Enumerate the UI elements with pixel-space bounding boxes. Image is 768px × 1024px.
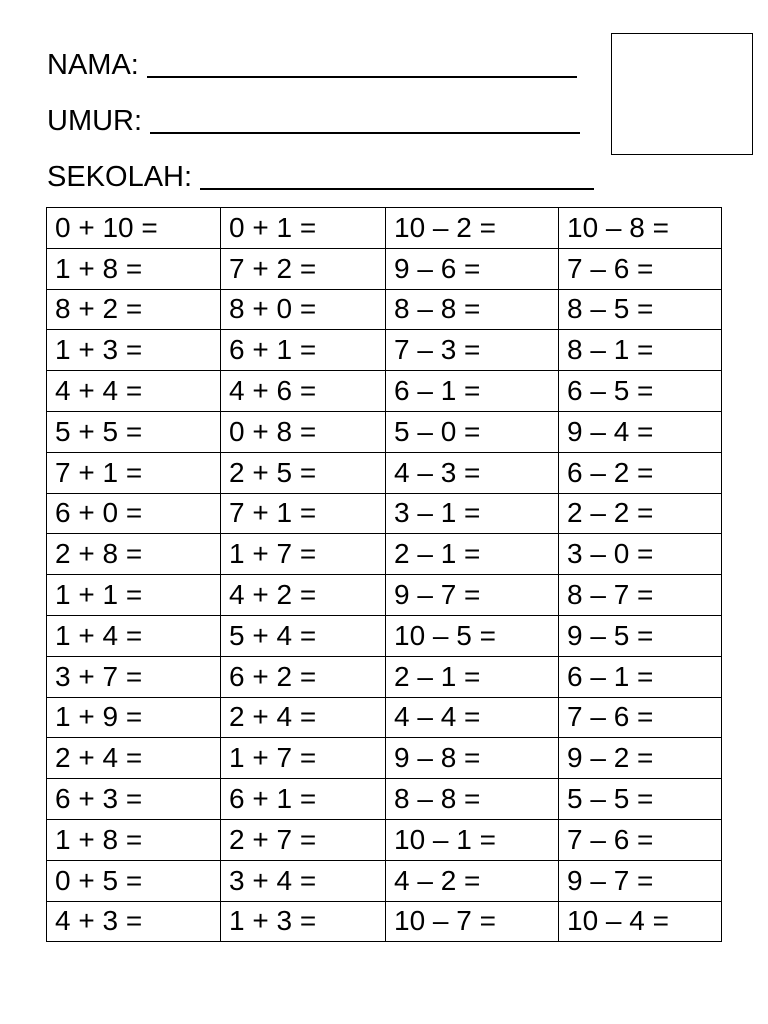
name-blank-line[interactable] (147, 48, 577, 78)
problem-cell[interactable]: 6 – 1 = (559, 656, 722, 697)
problem-cell[interactable]: 10 – 2 = (386, 208, 559, 249)
school-field[interactable] (47, 160, 594, 194)
problem-cell[interactable]: 6 + 0 = (47, 493, 221, 534)
problem-cell[interactable]: 10 – 4 = (559, 901, 722, 942)
worksheet-row (47, 779, 722, 820)
problem-cell[interactable]: 8 – 5 = (559, 289, 722, 330)
worksheet-row (47, 697, 722, 738)
problem-cell[interactable]: 4 + 2 = (221, 575, 386, 616)
problem-cell[interactable]: 6 + 3 = (47, 779, 221, 820)
problem-cell[interactable]: 10 – 1 = (386, 819, 559, 860)
problem-cell[interactable]: 8 – 8 = (386, 779, 559, 820)
problem-cell[interactable]: 9 – 5 = (559, 615, 722, 656)
math-worksheet-table (46, 207, 722, 942)
problem-cell[interactable]: 9 – 4 = (559, 411, 722, 452)
problem-cell[interactable]: 6 + 1 = (221, 779, 386, 820)
worksheet-row (47, 289, 722, 330)
problem-cell[interactable]: 7 + 1 = (47, 452, 221, 493)
problem-cell[interactable]: 6 – 2 = (559, 452, 722, 493)
age-field[interactable] (47, 104, 580, 138)
problem-cell[interactable]: 6 – 1 = (386, 371, 559, 412)
problem-cell[interactable]: 7 – 6 = (559, 248, 722, 289)
worksheet-row (47, 208, 722, 249)
name-label: NAMA: (47, 49, 139, 81)
problem-cell[interactable]: 9 – 7 = (386, 575, 559, 616)
problem-cell[interactable]: 1 + 3 = (221, 901, 386, 942)
problem-cell[interactable]: 4 – 3 = (386, 452, 559, 493)
worksheet-row (47, 860, 722, 901)
worksheet-row (47, 819, 722, 860)
problem-cell[interactable]: 9 – 7 = (559, 860, 722, 901)
problem-cell[interactable]: 4 – 4 = (386, 697, 559, 738)
problem-cell[interactable]: 8 – 1 = (559, 330, 722, 371)
problem-cell[interactable]: 5 + 5 = (47, 411, 221, 452)
problem-cell[interactable]: 4 + 6 = (221, 371, 386, 412)
problem-cell[interactable]: 2 – 1 = (386, 534, 559, 575)
problem-cell[interactable]: 2 + 7 = (221, 819, 386, 860)
worksheet-row (47, 738, 722, 779)
problem-cell[interactable]: 1 + 4 = (47, 615, 221, 656)
problem-cell[interactable]: 1 + 9 = (47, 697, 221, 738)
problem-cell[interactable]: 0 + 8 = (221, 411, 386, 452)
problem-cell[interactable]: 4 + 4 = (47, 371, 221, 412)
worksheet-row (47, 411, 722, 452)
worksheet-row (47, 493, 722, 534)
problem-cell[interactable]: 0 + 5 = (47, 860, 221, 901)
problem-cell[interactable]: 2 – 2 = (559, 493, 722, 534)
age-blank-line[interactable] (150, 104, 580, 134)
problem-cell[interactable]: 5 + 4 = (221, 615, 386, 656)
problem-cell[interactable]: 1 + 1 = (47, 575, 221, 616)
problem-cell[interactable]: 3 + 4 = (221, 860, 386, 901)
worksheet-row (47, 615, 722, 656)
worksheet-row (47, 452, 722, 493)
problem-cell[interactable]: 2 + 4 = (221, 697, 386, 738)
problem-cell[interactable]: 7 – 6 = (559, 697, 722, 738)
problem-cell[interactable]: 10 – 5 = (386, 615, 559, 656)
problem-cell[interactable]: 8 + 0 = (221, 289, 386, 330)
school-label: SEKOLAH: (47, 161, 193, 193)
worksheet-row (47, 330, 722, 371)
problem-cell[interactable]: 0 + 1 = (221, 208, 386, 249)
problem-cell[interactable]: 6 – 5 = (559, 371, 722, 412)
problem-cell[interactable]: 3 + 7 = (47, 656, 221, 697)
problem-cell[interactable]: 9 – 2 = (559, 738, 722, 779)
problem-cell[interactable]: 7 + 2 = (221, 248, 386, 289)
problem-cell[interactable]: 4 – 2 = (386, 860, 559, 901)
problem-cell[interactable]: 1 + 8 = (47, 819, 221, 860)
problem-cell[interactable]: 5 – 5 = (559, 779, 722, 820)
problem-cell[interactable]: 7 + 1 = (221, 493, 386, 534)
problem-cell[interactable]: 1 + 7 = (221, 534, 386, 575)
problem-cell[interactable]: 8 – 8 = (386, 289, 559, 330)
worksheet-body (47, 208, 722, 942)
problem-cell[interactable]: 7 – 3 = (386, 330, 559, 371)
problem-cell[interactable]: 3 – 0 = (559, 534, 722, 575)
problem-cell[interactable]: 0 + 10 = (47, 208, 221, 249)
worksheet-row (47, 534, 722, 575)
problem-cell[interactable]: 9 – 8 = (386, 738, 559, 779)
problem-cell[interactable]: 2 – 1 = (386, 656, 559, 697)
problem-cell[interactable]: 4 + 3 = (47, 901, 221, 942)
worksheet-row (47, 901, 722, 942)
problem-cell[interactable]: 10 – 8 = (559, 208, 722, 249)
problem-cell[interactable]: 3 – 1 = (386, 493, 559, 534)
school-blank-line[interactable] (200, 160, 594, 190)
problem-cell[interactable]: 8 + 2 = (47, 289, 221, 330)
problem-cell[interactable]: 7 – 6 = (559, 819, 722, 860)
worksheet-row (47, 656, 722, 697)
worksheet-row (47, 371, 722, 412)
problem-cell[interactable]: 2 + 8 = (47, 534, 221, 575)
age-label: UMUR: (47, 105, 143, 137)
name-field[interactable] (47, 48, 577, 82)
problem-cell[interactable]: 9 – 6 = (386, 248, 559, 289)
problem-cell[interactable]: 8 – 7 = (559, 575, 722, 616)
problem-cell[interactable]: 10 – 7 = (386, 901, 559, 942)
problem-cell[interactable]: 2 + 5 = (221, 452, 386, 493)
problem-cell[interactable]: 6 + 1 = (221, 330, 386, 371)
problem-cell[interactable]: 2 + 4 = (47, 738, 221, 779)
worksheet-row (47, 575, 722, 616)
problem-cell[interactable]: 5 – 0 = (386, 411, 559, 452)
problem-cell[interactable]: 1 + 7 = (221, 738, 386, 779)
problem-cell[interactable]: 1 + 3 = (47, 330, 221, 371)
worksheet-row (47, 248, 722, 289)
problem-cell[interactable]: 1 + 8 = (47, 248, 221, 289)
photo-box (611, 33, 753, 155)
problem-cell[interactable]: 6 + 2 = (221, 656, 386, 697)
